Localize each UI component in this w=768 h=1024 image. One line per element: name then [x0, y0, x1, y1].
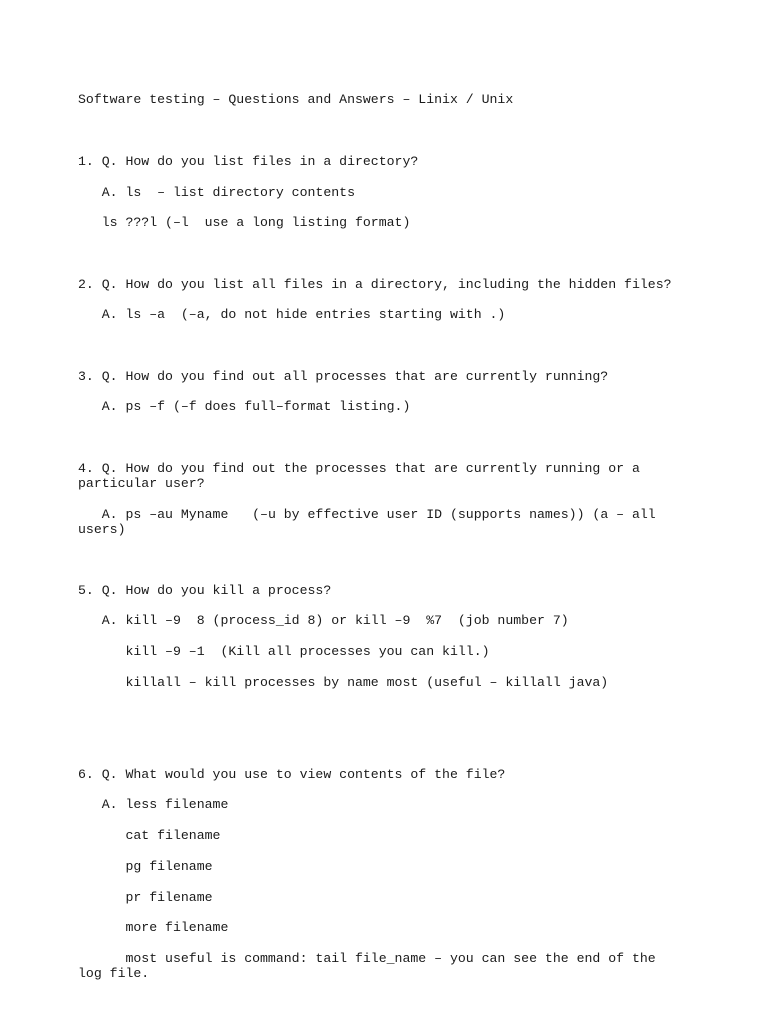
answer-1-detail: ls ???l (–l use a long listing format) — [78, 215, 411, 230]
answer-2: A. ls –a (–a, do not hide entries starting with .) — [78, 307, 506, 322]
question-4: 4. Q. How do you find out the processes that are currently running or a particular user? — [78, 461, 648, 491]
answer-5-detail-2: killall – kill processes by name most (useful – killall java) — [78, 675, 609, 690]
answer-1: A. ls – list directory contents — [78, 185, 355, 200]
answer-6: A. less filename — [78, 797, 229, 812]
answer-6-detail-4: more filename — [78, 920, 229, 935]
answer-6-detail-2: pg filename — [78, 859, 213, 874]
answer-6-detail-3: pr filename — [78, 890, 213, 905]
question-3: 3. Q. How do you find out all processes that are currently running? — [78, 369, 609, 384]
question-2: 2. Q. How do you list all files in a directory, including the hidden files? — [78, 277, 672, 292]
answer-5-detail-1: kill –9 –1 (Kill all processes you can kill.) — [78, 644, 490, 659]
question-5: 5. Q. How do you kill a process? — [78, 583, 332, 598]
question-6: 6. Q. What would you use to view contents of the file? — [78, 767, 506, 782]
answer-6-detail-5: most useful is command: tail file_name – you can see the end of the log file. — [78, 951, 664, 981]
question-1: 1. Q. How do you list files in a directory? — [78, 154, 419, 169]
answer-5: A. kill –9 8 (process_id 8) or kill –9 %7 (job number 7) — [78, 613, 569, 628]
answer-4: A. ps –au Myname (–u by effective user ID (supports names)) (a – all users) — [78, 507, 664, 537]
answer-6-detail-1: cat filename — [78, 828, 221, 843]
document-title: Software testing – Questions and Answers – Linix / Unix — [78, 92, 514, 107]
answer-3: A. ps –f (–f does full–format listing.) — [78, 399, 411, 414]
